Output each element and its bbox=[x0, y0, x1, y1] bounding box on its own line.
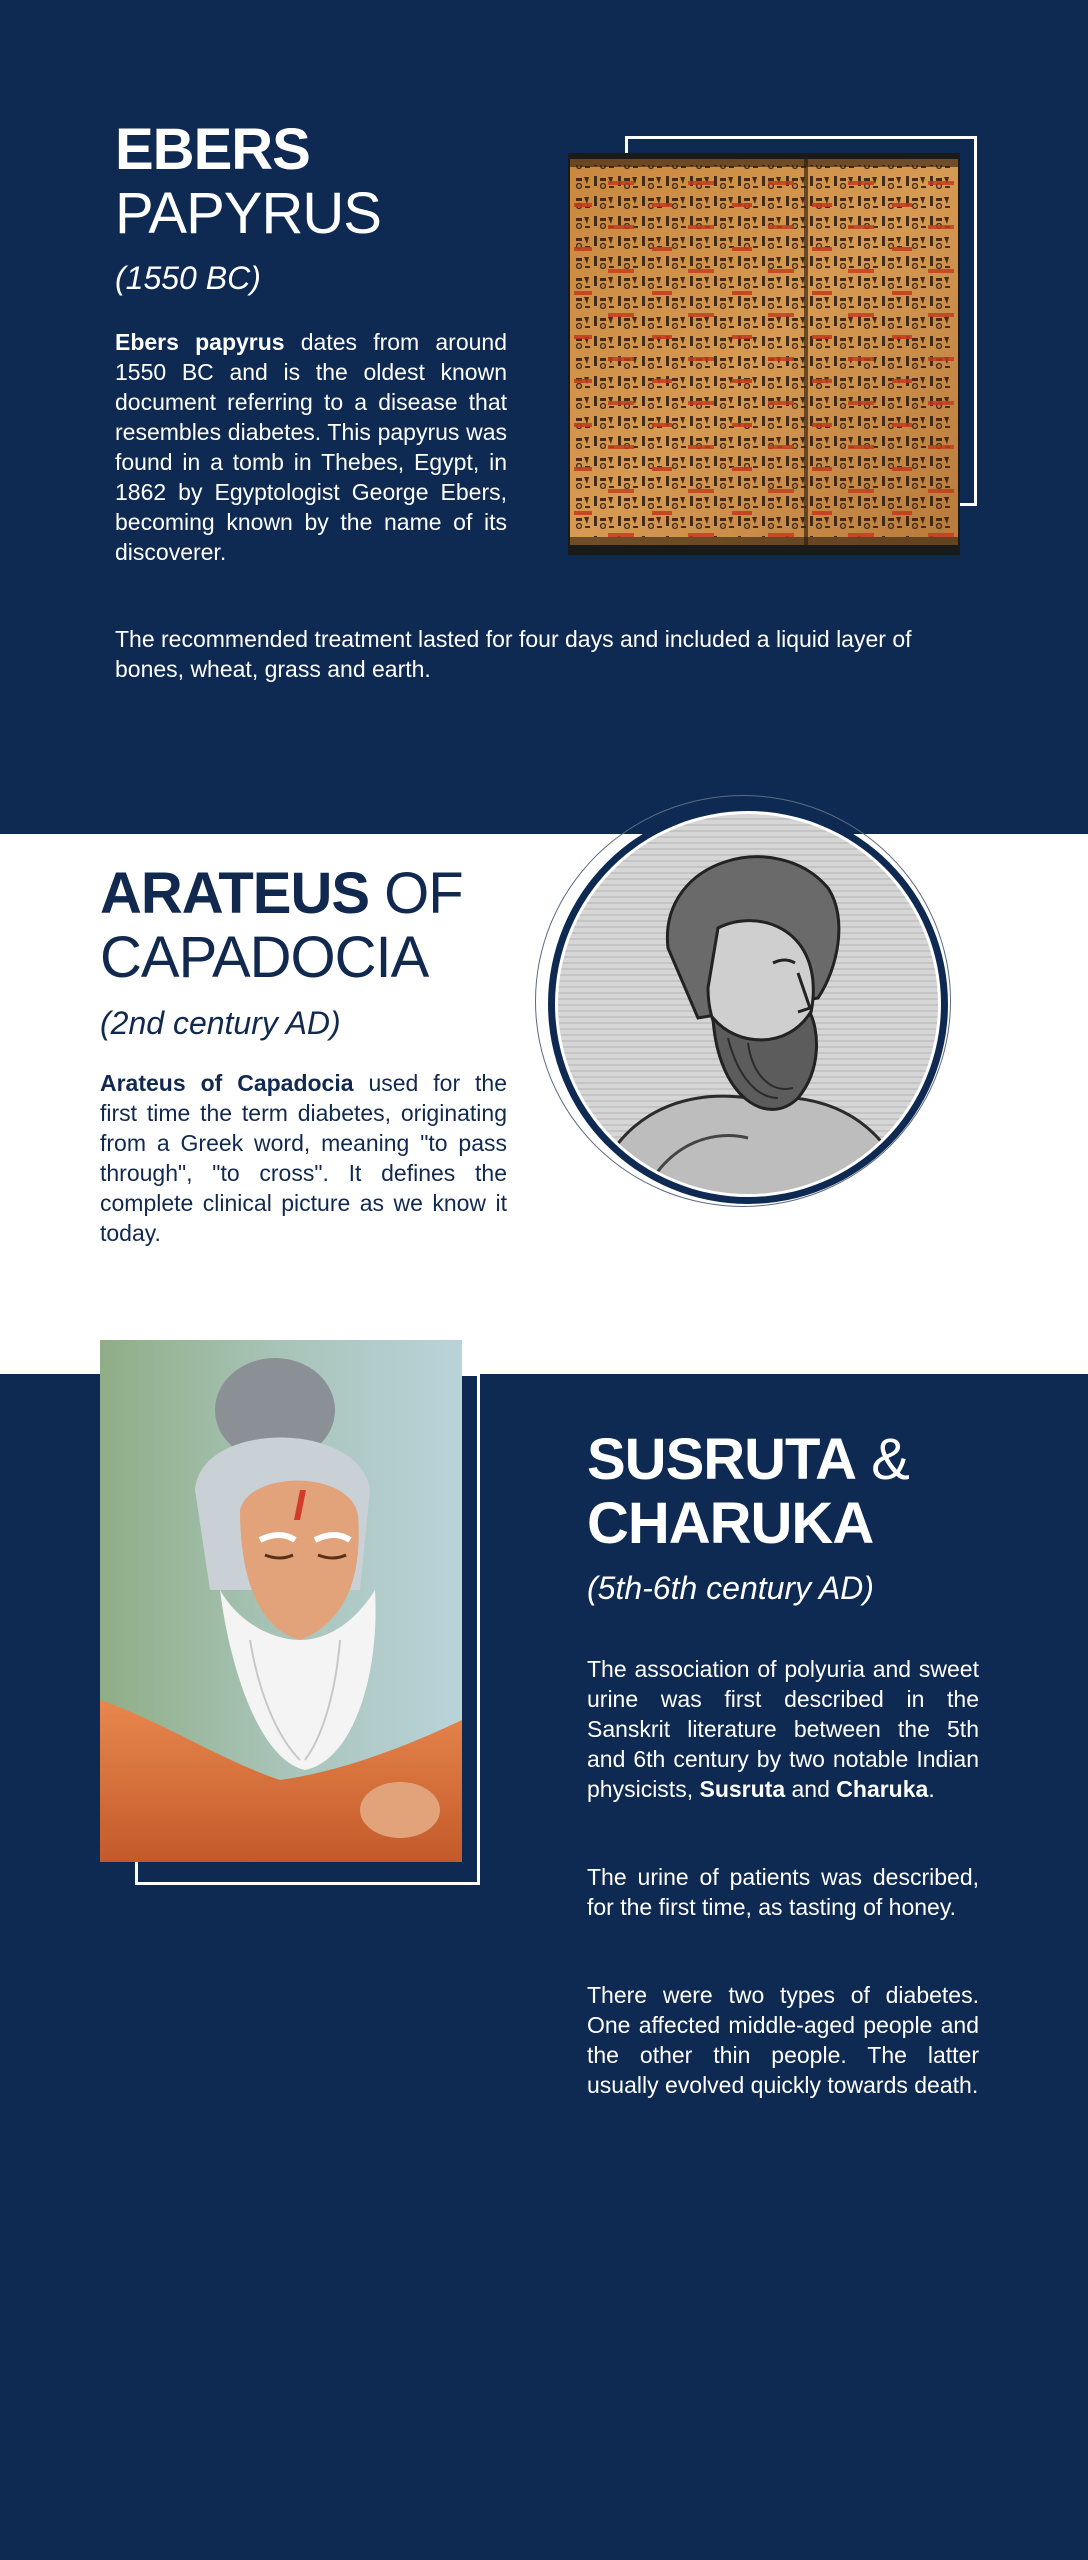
susruta-p1-and: and bbox=[785, 1776, 837, 1802]
susruta-paragraph-2: The urine of patients was described, for the first time, as tasting of honey. bbox=[587, 1864, 979, 1920]
ebers-p1-bold: Ebers papyrus bbox=[115, 329, 285, 355]
ebers-paragraph-2: The recommended treatment lasted for four days and included a liquid layer of bones, wheat, grass and earth. bbox=[115, 626, 912, 682]
ebers-date: (1550 BC) bbox=[115, 260, 261, 296]
ebers-title-thin: PAPYRUS bbox=[115, 181, 381, 246]
arateus-title-of: OF bbox=[369, 861, 463, 926]
susruta-p1-bold-2: Charuka bbox=[836, 1776, 929, 1802]
papyrus-image bbox=[568, 153, 960, 555]
susruta-paragraph-3: There were two types of diabetes. One affected middle-aged people and the other thin people. The latter usually evolved quickly towards death. bbox=[587, 1982, 979, 2098]
ebers-title-bold: EBERS bbox=[115, 117, 310, 182]
susruta-title-bold-1: SUSRUTA bbox=[587, 1427, 857, 1492]
susruta-title-bold-2: CHARUKA bbox=[587, 1491, 874, 1556]
ebers-title bbox=[115, 118, 535, 246]
arateus-title-bold: ARATEUS bbox=[100, 861, 370, 926]
susruta-title-ampersand: & bbox=[856, 1427, 909, 1492]
arateus-p1-bold: Arateus of Capadocia bbox=[100, 1070, 354, 1096]
arateus-p1-text: used for the first time the term diabetes, originating from a Greek word, meaning "to pass through", "to cross". It defines the complete clinical picture as we know it today. bbox=[100, 1070, 508, 1246]
arateus-date: (2nd century AD) bbox=[100, 1005, 341, 1041]
susruta-title bbox=[587, 1428, 1027, 1556]
ebers-paragraph-1 bbox=[115, 327, 507, 567]
susruta-paragraph-1 bbox=[587, 1654, 979, 1804]
arateus-title-thin: CAPADOCIA bbox=[100, 925, 429, 990]
susruta-p1-end: . bbox=[928, 1776, 935, 1802]
arateus-paragraph-1 bbox=[100, 1068, 507, 1248]
arateus-portrait bbox=[548, 798, 964, 1210]
susruta-p1-bold-1: Susruta bbox=[699, 1776, 786, 1802]
susruta-p1-text: The association of polyuria and sweet urine was first described in the Sanskrit literature between the 5th and 6th century by two notable Indian physicists, bbox=[587, 1656, 979, 1802]
susruta-portrait bbox=[100, 1340, 462, 1862]
susruta-date: (5th-6th century AD) bbox=[587, 1570, 874, 1606]
ebers-p1-text: dates from around 1550 BC and is the oldest known document referring to a disease that resembles diabetes. This papyrus was found in a tomb in Thebes, Egypt, in 1862 by Egyptologist George Ebers, becoming known by the name of its discoverer. bbox=[115, 329, 507, 565]
arateus-title bbox=[100, 862, 560, 990]
